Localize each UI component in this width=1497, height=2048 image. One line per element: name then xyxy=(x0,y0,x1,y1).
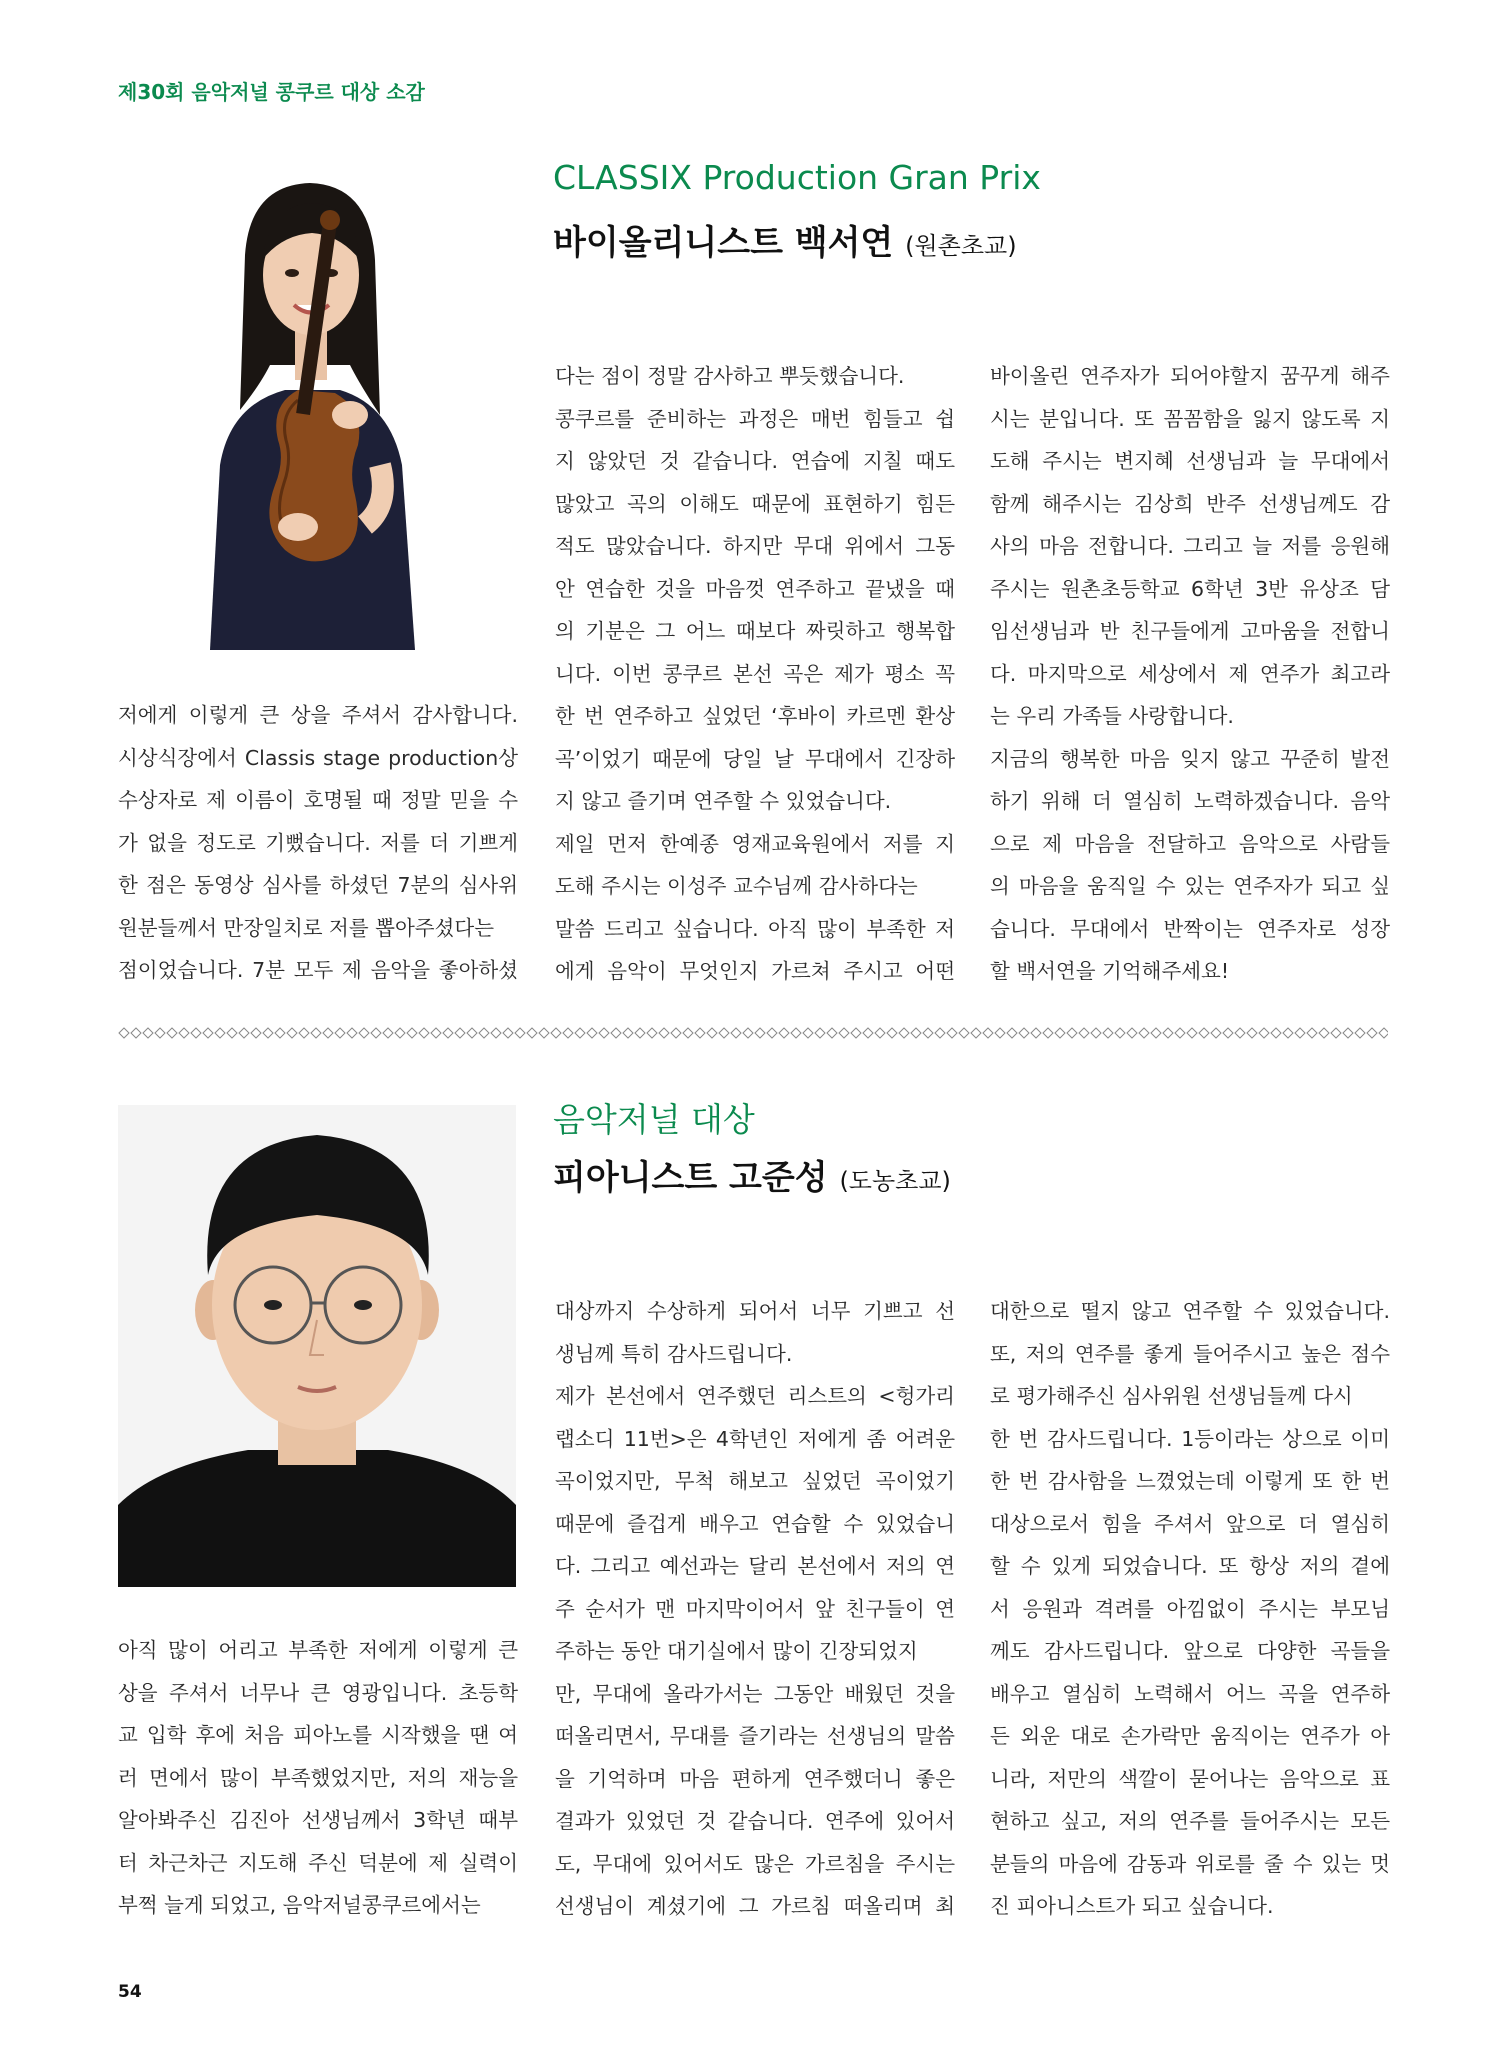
text-line: 의 마음을 움직일 수 있는 연주자가 되고 싶 xyxy=(990,874,1390,898)
section1-column-3 xyxy=(990,355,1390,993)
text-line: 지 않았던 것 같습니다. 연습에 지칠 때도 xyxy=(555,449,955,473)
text-line: 부쩍 늘게 되었고, 음악저널콩쿠르에서는 xyxy=(118,1893,481,1917)
text-line: 임선생님과 반 친구들에게 고마움을 전합니 xyxy=(990,619,1390,643)
text-line: 원분들께서 만장일치로 저를 뽑아주셨다는 xyxy=(118,915,495,940)
text-line: 현하고 싶고, 저의 연주를 들어주시는 모든 xyxy=(990,1809,1390,1833)
text-line: 만, 무대에 올라가서는 그동안 배웠던 것을 xyxy=(555,1681,955,1706)
text-line: 니라, 저만의 색깔이 묻어나는 음악으로 표 xyxy=(990,1766,1390,1791)
text-line: 사의 마음 전합니다. 그리고 늘 저를 응원해 xyxy=(990,534,1390,558)
text-line: 가 없을 정도로 기뻤습니다. 저를 더 기쁘게 xyxy=(118,830,518,855)
text-line: 콩쿠르를 준비하는 과정은 매번 힘들고 쉽 xyxy=(555,406,955,431)
text-line: 생님께 특히 감사드립니다. xyxy=(555,1341,793,1366)
text-line: 는 우리 가족들 사랑합니다. xyxy=(990,704,1234,728)
text-line: 교 입학 후에 처음 피아노를 시작했을 땐 여 xyxy=(118,1723,518,1747)
text-line: 점이었습니다. 7분 모두 제 음악을 좋아하셨 xyxy=(118,958,518,982)
section2-column-1 xyxy=(118,1629,518,1927)
text-line: 때문에 즐겁게 배우고 연습할 수 있었습니 xyxy=(555,1511,955,1536)
winner-name-2 xyxy=(553,1150,951,1199)
text-line: 바이올린 연주자가 되어야할지 꿈꾸게 해주 xyxy=(990,364,1390,388)
text-line: 한 번 감사함을 느꼈었는데 이렇게 또 한 번 xyxy=(990,1469,1390,1493)
text-line: 러 면에서 많이 부족했었지만, 저의 재능을 xyxy=(118,1765,518,1790)
text-line: 알아봐주신 김진아 선생님께서 3학년 때부 xyxy=(118,1808,518,1832)
text-line: 다는 점이 정말 감사하고 뿌듯했습니다. xyxy=(555,364,905,388)
text-line: 도, 무대에 있어서도 많은 가르침을 주시는 xyxy=(555,1851,955,1876)
text-line: 주시는 원촌초등학교 6학년 3반 유상조 담 xyxy=(990,576,1390,601)
text-line: 께도 감사드립니다. 앞으로 다양한 곡들을 xyxy=(990,1639,1390,1663)
text-line: 지 않고 즐기며 연주할 수 있었습니다. xyxy=(555,789,892,813)
winner-name-1 xyxy=(553,215,1017,264)
text-line: 으로 제 마음을 전달하고 음악으로 사람들 xyxy=(990,831,1390,856)
text-line: 함께 해주시는 김상희 반주 선생님께도 감 xyxy=(990,491,1390,516)
text-line: 습니다. 무대에서 반짝이는 연주자로 성장 xyxy=(990,916,1390,941)
text-line: 대한으로 떨지 않고 연주할 수 있었습니다. xyxy=(990,1299,1390,1323)
winner-name-2-text: 피아니스트 고준성 xyxy=(553,1158,828,1198)
text-line: 대상으로서 힘을 주셔서 앞으로 더 열심히 xyxy=(990,1511,1390,1536)
text-line: 결과가 있었던 것 같습니다. 연주에 있어서 xyxy=(555,1809,955,1833)
text-line: 지금의 행복한 마음 잊지 않고 꾸준히 발전 xyxy=(990,746,1390,771)
text-line: 한 번 감사드립니다. 1등이라는 상으로 이미 xyxy=(990,1426,1390,1451)
text-line: 로 평가해주신 심사위원 선생님들께 다시 xyxy=(990,1384,1353,1408)
violinist-photo xyxy=(190,165,420,650)
text-line: 아직 많이 어리고 부족한 저에게 이렇게 큰 xyxy=(118,1638,518,1662)
text-line: 말씀 드리고 싶습니다. 아직 많이 부족한 저 xyxy=(555,916,955,941)
text-line: 수상자로 제 이름이 호명될 때 정말 믿을 수 xyxy=(118,788,518,812)
text-line: 곡’이었기 때문에 당일 날 무대에서 긴장하 xyxy=(555,746,955,771)
text-line: 떠올리면서, 무대를 즐기라는 선생님의 말씀 xyxy=(555,1724,955,1748)
text-line: 든 외운 대로 손가락만 움직이는 연주가 아 xyxy=(990,1724,1390,1748)
text-line: 대상까지 수상하게 되어서 너무 기쁘고 선 xyxy=(555,1299,955,1323)
winner-name-1-text: 바이올리니스트 백서연 xyxy=(553,223,894,263)
text-line: 상을 주셔서 너무나 큰 영광입니다. 초등학 xyxy=(118,1680,518,1705)
text-line: 많았고 곡의 이해도 때문에 표현하기 힘든 xyxy=(555,491,955,516)
section2-column-2 xyxy=(555,1290,955,1928)
text-line: 제가 본선에서 연주했던 리스트의 <헝가리 xyxy=(555,1384,955,1408)
text-line: 한 번 연주하고 싶었던 ‘후바이 카르멘 환상 xyxy=(555,704,955,728)
text-line: 안 연습한 것을 마음껏 연주하고 끝냈을 때 xyxy=(555,576,955,601)
award-title-2: 음악저널 대상 xyxy=(553,1100,755,1139)
text-line: 주하는 동안 대기실에서 많이 긴장되었지 xyxy=(555,1639,918,1663)
text-line: 랩소디 11번>은 4학년인 저에게 좀 어려운 xyxy=(555,1426,955,1451)
text-line: 다. 마지막으로 세상에서 제 연주가 최고라 xyxy=(990,661,1390,686)
section1-column-1 xyxy=(118,694,518,992)
text-line: 한 점은 동영상 심사를 하셨던 7분의 심사위 xyxy=(118,873,518,897)
text-line: 주 순서가 맨 마지막이어서 앞 친구들이 연 xyxy=(555,1596,955,1621)
text-line: 도해 주시는 변지혜 선생님과 늘 무대에서 xyxy=(990,449,1390,473)
text-line: 또, 저의 연주를 좋게 들어주시고 높은 점수 xyxy=(990,1341,1390,1366)
text-line: 적도 많았습니다. 하지만 무대 위에서 그동 xyxy=(555,534,955,558)
text-line: 분들의 마음에 감동과 위로를 줄 수 있는 멋 xyxy=(990,1851,1390,1876)
text-line: 시상식장에서 Classis stage production상 xyxy=(118,745,518,770)
text-line: 니다. 이번 콩쿠르 본선 곡은 제가 평소 꼭 xyxy=(555,661,955,686)
text-line: 에게 음악이 무엇인지 가르쳐 주시고 어떤 xyxy=(555,959,955,983)
text-line: 의 기분은 그 어느 때보다 짜릿하고 행복합 xyxy=(555,619,955,643)
text-line: 배우고 열심히 노력해서 어느 곡을 연주하 xyxy=(990,1681,1390,1706)
text-line: 선생님이 계셨기에 그 가르침 떠올리며 최 xyxy=(555,1894,955,1918)
text-line: 하기 위해 더 열심히 노력하겠습니다. 음악 xyxy=(990,789,1390,813)
winner-school-2: (도농초교) xyxy=(839,1167,951,1195)
text-line: 제일 먼저 한예종 영재교육원에서 저를 지 xyxy=(555,831,955,856)
text-line: 터 차근차근 지도해 주신 덕분에 제 실력이 xyxy=(118,1850,518,1875)
pianist-photo xyxy=(118,1105,516,1587)
page-number: 54 xyxy=(118,1982,142,2002)
text-line: 서 응원과 격려를 아낌없이 주시는 부모님 xyxy=(990,1596,1390,1621)
award-title-1: CLASSIX Production Gran Prix xyxy=(553,158,1041,197)
section-divider xyxy=(118,1026,1388,1040)
running-header: 제30회 음악저널 콩쿠르 대상 소감 xyxy=(118,80,425,104)
winner-school-1: (원촌초교) xyxy=(905,232,1017,260)
section1-column-2 xyxy=(555,355,955,993)
text-line: 시는 분입니다. 또 꼼꼼함을 잃지 않도록 지 xyxy=(990,406,1390,431)
text-line: 진 피아니스트가 되고 싶습니다. xyxy=(990,1894,1274,1918)
text-line: 곡이었지만, 무척 해보고 싶었던 곡이었기 xyxy=(555,1469,955,1493)
text-line: 할 백서연을 기억해주세요! xyxy=(990,959,1230,983)
text-line: 도해 주시는 이성주 교수님께 감사하다는 xyxy=(555,874,918,898)
text-line: 할 수 있게 되었습니다. 또 항상 저의 곁에 xyxy=(990,1554,1390,1578)
text-line: 다. 그리고 예선과는 달리 본선에서 저의 연 xyxy=(555,1554,955,1578)
section2-column-3 xyxy=(990,1290,1390,1928)
text-line: 을 기억하며 마음 편하게 연주했더니 좋은 xyxy=(555,1766,955,1791)
text-line: 저에게 이렇게 큰 상을 주셔서 감사합니다. xyxy=(118,703,518,727)
